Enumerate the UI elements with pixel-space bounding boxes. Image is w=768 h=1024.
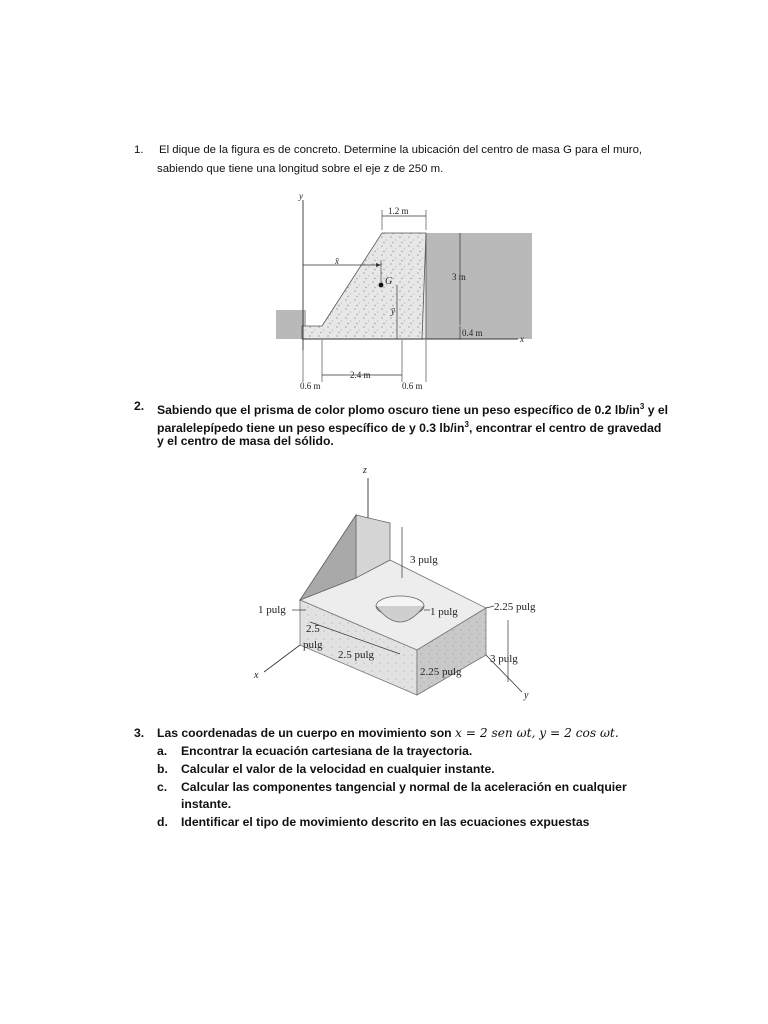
block-axis-y: y [524, 690, 529, 701]
block-dim-225-front: 2.25 pulg [420, 666, 462, 678]
problem-1-number: 1. [134, 144, 144, 156]
item-d-text: Identificar el tipo de movimiento descrito en las ecuaciones expuestas [181, 815, 590, 829]
block-figure [250, 460, 560, 705]
problem-2-number: 2. [134, 399, 145, 413]
problem-3-intro-text: Las coordenadas de un cuerpo en movimiento son [157, 726, 455, 740]
block-dim-3-top: 3 pulg [410, 554, 438, 566]
problem-3-intro [157, 725, 674, 743]
problem-3-equation: x = 2 sen ωt, y = 2 cos ωt. [454, 726, 619, 740]
item-a-letter: a. [157, 744, 168, 758]
ground-left [276, 310, 306, 339]
problem-3 [134, 725, 674, 835]
item-b-text: Calcular el valor de la velocidad en cualquier instante. [181, 762, 495, 776]
item-c-letter: c. [157, 780, 168, 794]
problem-1 [134, 141, 674, 181]
dam-dim-left: 0.6 m [300, 381, 321, 391]
dam-dim-top: 1.2 m [388, 206, 409, 216]
dam-figure [272, 190, 532, 395]
problem-2-line-2-sup: 3 [464, 419, 469, 429]
center-of-mass-g [379, 283, 384, 288]
block-dim-25-b: 2.5 pulg [338, 649, 375, 661]
block-dim-1-left: 1 pulg [258, 604, 286, 616]
problem-3-number: 3. [134, 726, 145, 740]
problem-1-line-1: El dique de la figura es de concreto. Determine la ubicación del centro de masa G para el muro, [159, 144, 643, 156]
dam-axis-x: x [520, 334, 524, 344]
water-region [422, 233, 532, 339]
dam-ybar: ȳ [391, 306, 395, 316]
item-c-cont-text: instante. [181, 797, 232, 811]
block-dim-3-right: 3 pulg [490, 653, 518, 665]
block-axis-z: z [363, 465, 367, 476]
item-b-letter: b. [157, 762, 168, 776]
dam-dim-right: 0.6 m [402, 381, 423, 391]
dam-dim-base-h: 0.4 m [462, 328, 483, 338]
problem-2-line-2-text: paralelepípedo tiene un peso específico de y 0.3 lb/in [157, 420, 465, 435]
problem-2-line-3: y el centro de masa del sólido. [157, 434, 334, 448]
block-axis-x: x [254, 670, 259, 681]
block-dim-25-a-unit: pulg [303, 639, 323, 651]
dam-axis-y: y [299, 191, 303, 201]
dam-dim-height: 3 m [452, 272, 466, 282]
block-dim-1-mid: 1 pulg [430, 606, 458, 618]
dam-dim-mid: 2.4 m [350, 370, 371, 380]
block-dim-225-right: 2.25 pulg [494, 601, 536, 613]
problem-2-line-1-sup: 3 [639, 402, 645, 411]
dam-xbar: x̄ [335, 256, 339, 266]
dam-g-label: G [385, 276, 393, 287]
problem-2-line-1-end: y el [644, 403, 669, 418]
block-dim-25-a: 2.5 [306, 623, 320, 635]
item-c-text: Calcular las componentes tangencial y normal de la aceleración en cualquier [181, 780, 627, 794]
item-a-text: Encontrar la ecuación cartesiana de la trayectoria. [181, 744, 473, 758]
item-d-letter: d. [157, 815, 168, 829]
problem-2-line-2-end: , encontrar el centro de gravedad [468, 420, 662, 435]
dam-body [302, 233, 426, 339]
problem-2 [134, 398, 674, 452]
problem-1-line-2: sabiendo que tiene una longitud sobre el eje z de 250 m. [157, 163, 444, 175]
problem-2-line-1-text: Sabiendo que el prisma de color plomo oscuro tiene un peso específico de 0.2 lb/in [157, 403, 640, 418]
